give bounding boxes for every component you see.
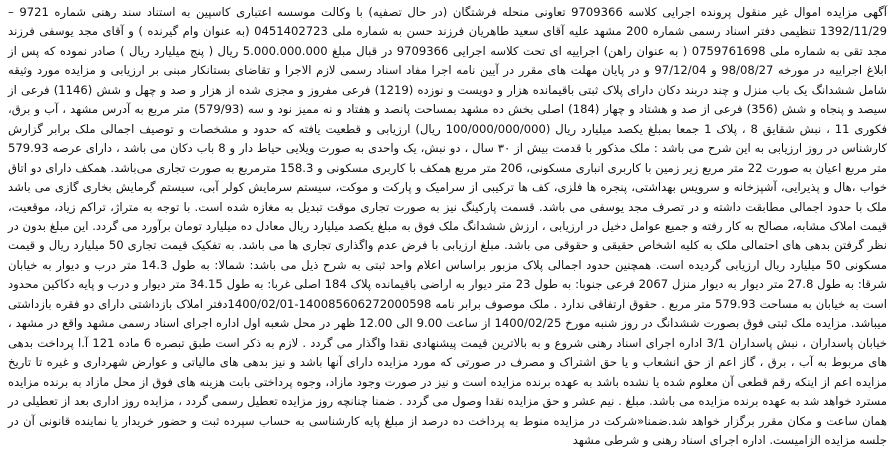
auction-notice-text: آگهی مزایده اموال غیر منقول پرونده اجرایی کلاسه 9709366 تعاونی منحله فرشتگان (در حال تصفیه) با وکالت موسسه اعتباری کاسپین به استناد سند رهنی شماره 9721 – 1392/11/29 تنظیمی دفتر اسناد رسمی شماره 200 مشهد علیه آقای سعید طاهریان فرزند حسن به شماره ملی 0451402723 (به عنوان وام گیرنده ) و آقای مجد یوسفی فرزند مجد تقی به شماره ملی 0759761698 ( به عنوان راهن) اجراییه ای تحت کلاسه اجرایی 9709366 در قبال مبلغ 5.000.000.000 ریال ( پنج میلیارد ریال ) صادر نموده که پس از ابلاغ اجراییه در مورخه 98/08/27 و 97/12/04 و در پایان مهلت های مقرر در آیین نامه اجرا مفاد اسناد رسمی لازم الاجرا و تقاضای بستانکار مبنی بر ارزیابی و مزایده مورد وثیقه شامل ششدانگ یک باب منزل و چند دربند دکان دارای پلاک ثبتی باقیمانده هزار و دویست و نوزده (1219) فرعی مفروز و مجزی شده از هزار و صد و چهل و شش (1146) فرعی از سیصد و پنجاه و شش (356) فرعی از صد و هشتاد و چهار (184) اصلی بخش ده مشهد بمساحت پانصد و هفتاد و نه ممیز نود و سه (579/93) متر مربع به آدرس مشهد ، آب و برق، فکوری 11 ، نبش شقایق 8 ، پلاک 1 جمعا بمبلغ یکصد میلیارد ریال (100/000/000/000 ریال) ارزیابی و قطعیت یافته که حدود و مشخصات و توصیف اجمالی ملک برابر گزارش کارشناس در روز ارزیابی به این شرح می باشد : ملک مذکور با قدمت بیش از ۳۰ سال ، دو نبش، یک واحدی به صورت ویلایی حیاط دار و 8 باب دکان می باشد ، دارای عرصه 579.93 متر مربع اعیان به صورت 22 متر مربع زیر زمین با کاربری انباری مسکونی، 206 متر مربع همکف با کاربری مسکونی و 158.3 مترمربع به صورت تجاری می‌باشد. همکف دارای دو اتاق خواب ،هال و پذیرایی، آشپزخانه و سرویس بهداشتی، پنجره ها فلزی، کف ها ترکیبی از سرامیک و پارکت و موکت، سیستم سرمایش کولر آبی، سیستم گرمایش بخاری گازی می باشد ملک با حدود اجمالی مطابقت داشته و در تصرف مجد یوسفی می باشد. قسمت پارکینگ نیز به صورت تجاری موقت تبدیل به مغازه شده است. با توجه به متراژ، تراکم زیاد، موقعیت، قیمت املاک مشابه، مصالح به کار رفته و جمیع عوامل دخیل در ارزیابی ، ارزش ششدانگ ملک فوق به مبلغ یکصد میلیارد ریال معادل ده میلیارد تومان برآورد می گردد. این مبلغ بدون در نظر گرفتن بدهی های احتمالی ملک به کلیه اشخاص حقیقی و حقوقی می باشد. مبلغ ارزیابی با فرض عدم واگذاری تجاری ها می باشد. به تفکیک قیمت تجاری 50 میلیارد ریال و قیمت مسکونی 50 میلیارد ریال ارزیابی گردیده است. همچنین حدود اجمالی پلاک مزبور براساس اعلام واحد ثبتی به شرح ذیل می باشد: شمالا: به طول 14.3 متر درب و دیوار به خیابان شرقا: به طول 27.8 متر دیوار به دیوار منزل 2067 فرعی جنوبا: به طول 23 متر دیوار به اراضی باقیمانده پلاک 184 اصلی غربا: به طول 34.15 متر دیوار و درب و پایه دکاکین محدود است به خیابان به مساحت 579.93 متر مربع . حقوق ارتفاقی ندارد . ملک موصوف برابر نامه 140085606272000598-1400/02/01دفتر املاک بازداشتی دارای دو فقره بازداشتی میباشد. مزایده ملک ثبتی فوق بصورت ششدانگ در روز شنبه مورخ 1400/02/25 از ساعت 9.00 الی 12.00 ظهر در محل شعبه اول اداره اجرای اسناد رسمی مشهد واقع در مشهد ، خیابان پاسداران ، نبش پاسداران 3/1 اداره اجرای اسناد رهنی شروع و به بالاترین قیمت پیشنهادی نقدا واگذار می گردد . لازم به ذکر است طبق تبصره 6 ماده 121 آ.ا پرداخت بدهی های مربوط به آب ، برق ، گاز اعم از حق انشعاب و یا حق اشتراک و مصرف در صورتی که مورد مزایده دارای آنها باشد و نیز بدهی های مالیاتی و عوارض شهرداری و غیره تا تاریخ مزایده اعم از اینکه رقم قطعی آن معلوم شده یا نشده باشد به عهده برنده مزایده است و نیز در صورت وجود مازاد، وجوه پرداختی بابت هزینه های فوق از محل مازاد به برنده مزایده مسترد خواهد شد به عهده برنده مزایده می باشد. مبلغ . نیم عشر و حق مزایده نقدا وصول می گردد . ضمنا چنانچه روز مزایده تعطیل رسمی گردد ، مزایده روز اداری بعد از تعطیلی در همان ساعت و مکان مقرر برگزار خواهد شد.ضمنا«شرکت در مزایده منوط به پرداخت ده درصد از مبلغ پایه کارشناسی به حساب سپرده ثبت و حضور خریدار یا نماینده قانونی آن در جلسه مزایده الزامیست. اداره اجرای اسناد رهنی و شرطی مشهد: [8, 5, 888, 447]
